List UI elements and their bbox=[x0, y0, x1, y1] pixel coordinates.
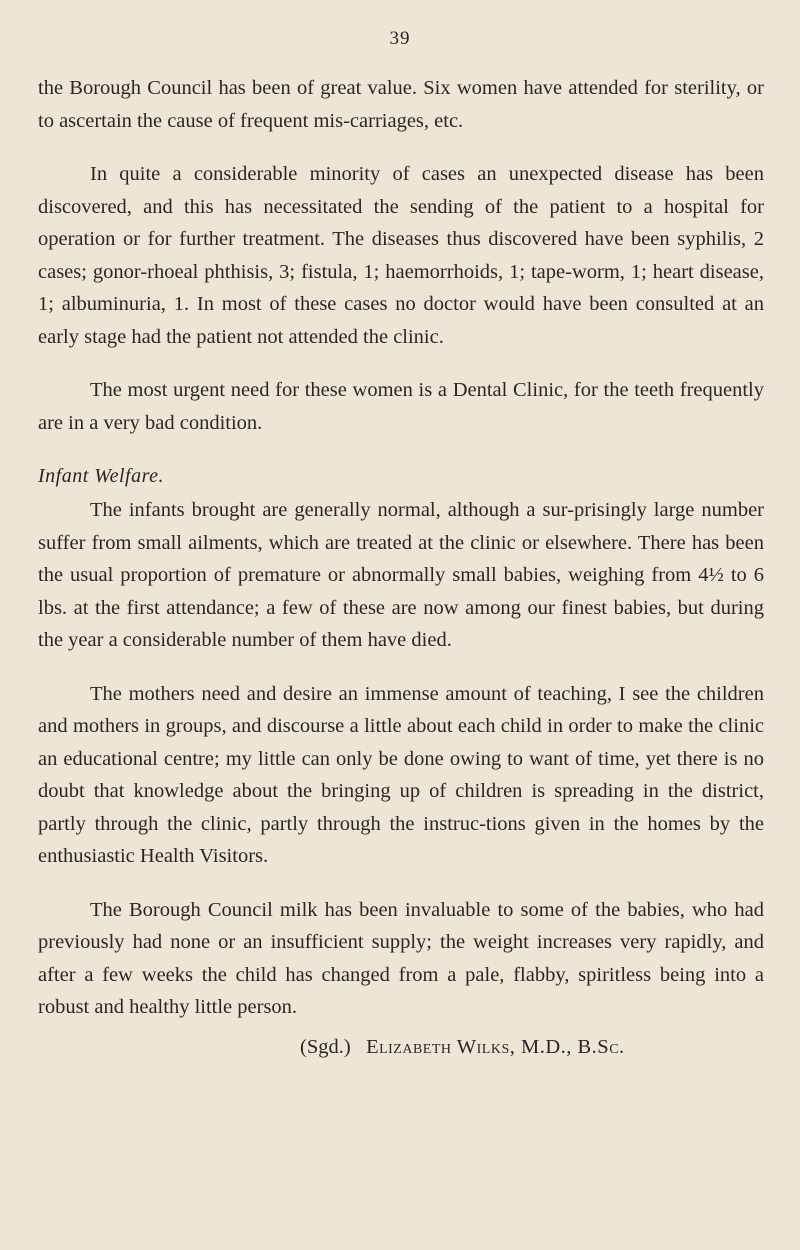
paragraph-borough-milk: The Borough Council milk has been invaluable to some of the babies, who had previously had none or an insufficient supply; the weight increases very rapidly, and after a few weeks the child has changed from a pale, flabby, spiritless being into a robust and healthy little person. bbox=[38, 898, 764, 1018]
body-text bbox=[38, 72, 764, 1063]
paragraph-infants: The infants brought are generally normal, although a sur-prisingly large number suffer from small ailments, which are treated at the clinic or elsewhere. There has been the usual proportion of premature or abnormally small babies, weighing from 4½ to 6 lbs. at the first attendance; a few of these are now among our finest babies, but during the year a considerable number of them have died. bbox=[38, 499, 764, 651]
paragraph-mothers-teaching: The mothers need and desire an immense amount of teaching, I see the children and mothers in groups, and discourse a little about each child in order to make the clinic an educational centre; my little can only be done owing to want of time, yet there is no doubt that knowledge about the bringing up of children is spreading in the district, partly through the clinic, partly through the instruc-tions given in the homes by the enthusiastic Health Visitors. bbox=[38, 682, 764, 867]
paragraph-unexpected-disease: In quite a considerable minority of cases an unexpected disease has been discovered, and this has necessitated the sending of the patient to a hospital for operation or for further treatment. The diseases thus discovered have been syphilis, 2 cases; gonor-rhoeal phthisis, 3; fistula, 1; haemorrhoids, 1; tape-worm, 1; heart disease, 1; albuminuria, 1. In most of these cases no doctor would have been consulted at an early stage had the patient not attended the clinic. bbox=[38, 163, 764, 348]
paragraph-sterility: the Borough Council has been of great value. Six women have attended for sterility, or to ascertain the cause of frequent mis-carriages, etc. bbox=[38, 77, 764, 132]
signature-prefix: (Sgd.) bbox=[300, 1035, 351, 1058]
section-heading-infant-welfare: Infant Welfare. bbox=[38, 465, 165, 487]
page-number: 39 bbox=[389, 28, 411, 49]
signature-name: Elizabeth Wilks, M.D., B.Sc. bbox=[366, 1035, 625, 1058]
paragraph-dental-clinic: The most urgent need for these women is a Dental Clinic, for the teeth frequently are in a very bad condition. bbox=[38, 379, 764, 434]
signature-line bbox=[38, 1031, 764, 1063]
